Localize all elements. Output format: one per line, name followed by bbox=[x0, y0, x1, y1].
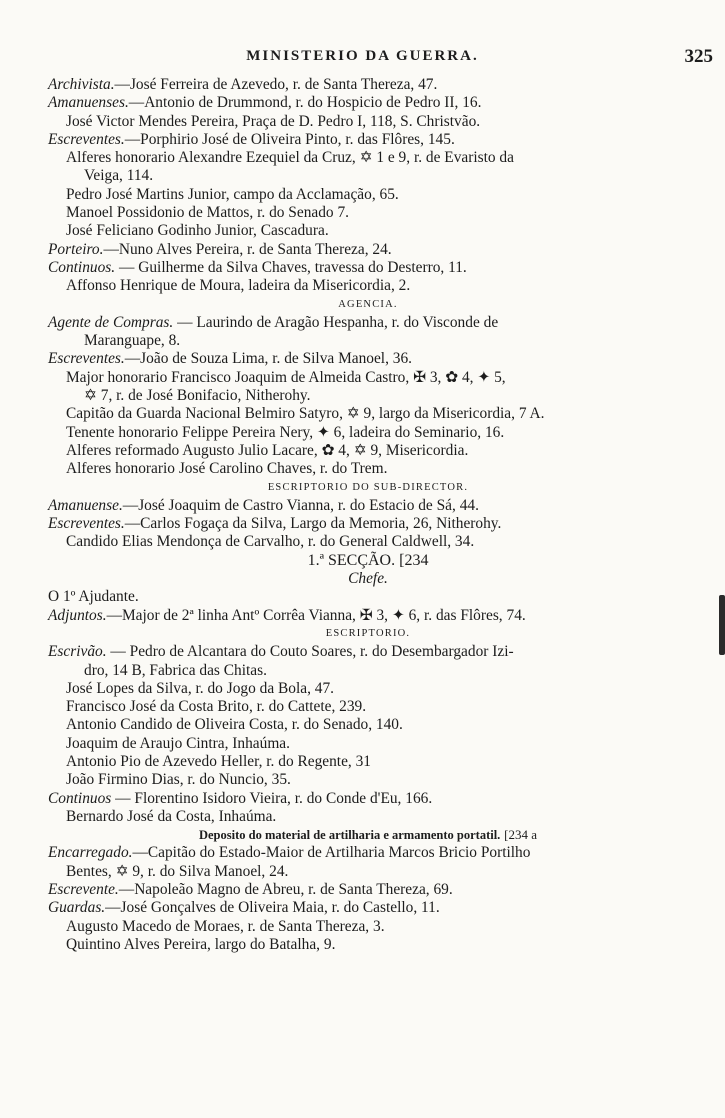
entry-line: Alferes honorario Alexandre Ezequiel da Cruz, ✡ 1 e 9, r. de Evaristo da bbox=[66, 149, 514, 167]
entry-adjuntos: Adjuntos.—Major de 2ª linha Antº Corrêa Vianna, ✠ 3, ✦ 6, r. das Flôres, 74. bbox=[48, 606, 526, 624]
page-title: MINISTERIO DA GUERRA. bbox=[246, 48, 479, 64]
page-edge-mark bbox=[719, 595, 725, 655]
document-body bbox=[48, 76, 688, 954]
page-header bbox=[0, 46, 725, 72]
entry-archivista: Archivista.—José Ferreira de Azevedo, r. de Santa Thereza, 47. bbox=[48, 76, 438, 93]
entry-line: Tenente honorario Felippe Pereira Nery, ✦ 6, ladeira do Seminario, 16. bbox=[66, 423, 505, 441]
entry-line: Quintino Alves Pereira, largo do Batalha, 9. bbox=[66, 935, 336, 953]
entry-ajudante: O 1º Ajudante. bbox=[48, 588, 139, 606]
entry-line: Bernardo José da Costa, Inhaúma. bbox=[66, 807, 277, 825]
entry-guardas: Guardas.—José Gonçalves de Oliveira Maia, r. do Castello, 11. bbox=[48, 899, 440, 917]
entry-escrevente: Escrevente.—Napoleão Magno de Abreu, r. de Santa Thereza, 69. bbox=[48, 881, 453, 899]
section-heading-escriptorio: ESCRIPTORIO. bbox=[325, 627, 411, 639]
entry-line: Pedro José Martins Junior, campo da Acclamação, 65. bbox=[66, 185, 399, 203]
entry-escreventes: Escreventes.—João de Souza Lima, r. de Silva Manoel, 36. bbox=[48, 350, 413, 368]
entry-continuos: Continuos — Florentino Isidoro Vieira, r. do Conde d'Eu, 166. bbox=[48, 789, 433, 807]
entry-amanuenses: Amanuenses.—Antonio de Drummond, r. do Hospicio de Pedro II, 16. bbox=[48, 94, 482, 112]
entry-line: Augusto Macedo de Moraes, r. de Santa Thereza, 3. bbox=[66, 917, 385, 935]
entry-line: Veiga, 114. bbox=[84, 167, 154, 185]
entry-encarregado: Encarregado.—Capitão do Estado-Maior de Artilharia Marcos Bricio Portilho bbox=[48, 844, 531, 862]
entry-line: Joaquim de Araujo Cintra, Inhaúma. bbox=[66, 734, 290, 752]
entry-escrivao: Escrivão. — Pedro de Alcantara do Couto Soares, r. do Desembargador Izi- bbox=[48, 643, 514, 661]
entry-line: Affonso Henrique de Moura, ladeira da Misericordia, 2. bbox=[66, 277, 411, 295]
section-heading-seccao: 1.ª SECÇÃO. [234 bbox=[307, 551, 429, 569]
entry-line: Maranguape, 8. bbox=[84, 332, 181, 350]
entry-line: José Victor Mendes Pereira, Praça de D. Pedro I, 118, S. Christvão. bbox=[66, 112, 481, 130]
section-heading-sub-director: ESCRIPTORIO DO SUB-DIRECTOR. bbox=[267, 481, 469, 493]
entry-line: Antonio Pio de Azevedo Heller, r. do Regente, 31 bbox=[66, 752, 371, 770]
entry-line: José Lopes da Silva, r. do Jogo da Bola, 47. bbox=[66, 679, 335, 697]
entry-line: José Feliciano Godinho Junior, Cascadura. bbox=[66, 222, 329, 240]
section-chefe: Chefe. bbox=[348, 570, 388, 588]
entry-line: Bentes, ✡ 9, r. do Silva Manoel, 24. bbox=[66, 862, 289, 880]
entry-line: dro, 14 B, Fabrica das Chitas. bbox=[84, 661, 267, 679]
section-heading-deposito: Deposito do material de artilharia e armamento portatil. [234 a bbox=[198, 827, 538, 843]
entry-line: Major honorario Francisco Joaquim de Almeida Castro, ✠ 3, ✿ 4, ✦ 5, bbox=[66, 368, 506, 386]
section-heading-agencia: AGENCIA. bbox=[338, 298, 398, 310]
entry-line: ✡ 7, r. de José Bonifacio, Nitherohy. bbox=[84, 387, 311, 405]
entry-escreventes: Escreventes.—Porphirio José de Oliveira Pinto, r. das Flôres, 145. bbox=[48, 130, 455, 148]
entry-amanuense: Amanuense.—José Joaquim de Castro Vianna, r. do Estacio de Sá, 44. bbox=[48, 496, 479, 514]
page-number: 325 bbox=[684, 46, 713, 67]
entry-escreventes: Escreventes.—Carlos Fogaça da Silva, Largo da Memoria, 26, Nitherohy. bbox=[48, 515, 502, 533]
entry-line: João Firmino Dias, r. do Nuncio, 35. bbox=[66, 771, 291, 789]
entry-line: Alferes reformado Augusto Julio Lacare, ✿ 4, ✡ 9, Misericordia. bbox=[66, 441, 469, 459]
entry-line: Capitão da Guarda Nacional Belmiro Satyro, ✡ 9, largo da Misericordia, 7 A. bbox=[66, 405, 545, 423]
entry-line: Antonio Candido de Oliveira Costa, r. do Senado, 140. bbox=[66, 716, 403, 734]
entry-agente-compras: Agente de Compras. — Laurindo de Aragão Hespanha, r. do Visconde de bbox=[48, 313, 499, 331]
entry-line: Manoel Possidonio de Mattos, r. do Senado 7. bbox=[66, 204, 350, 222]
entry-continuos: Continuos. — Guilherme da Silva Chaves, travessa do Desterro, 11. bbox=[48, 258, 467, 276]
entry-line: Alferes honorario José Carolino Chaves, r. do Trem. bbox=[66, 460, 388, 478]
entry-porteiro: Porteiro.—Nuno Alves Pereira, r. de Santa Thereza, 24. bbox=[48, 240, 392, 258]
entry-line: Candido Elias Mendonça de Carvalho, r. do General Caldwell, 34. bbox=[66, 533, 475, 551]
entry-line: Francisco José da Costa Brito, r. do Cattete, 239. bbox=[66, 698, 367, 716]
